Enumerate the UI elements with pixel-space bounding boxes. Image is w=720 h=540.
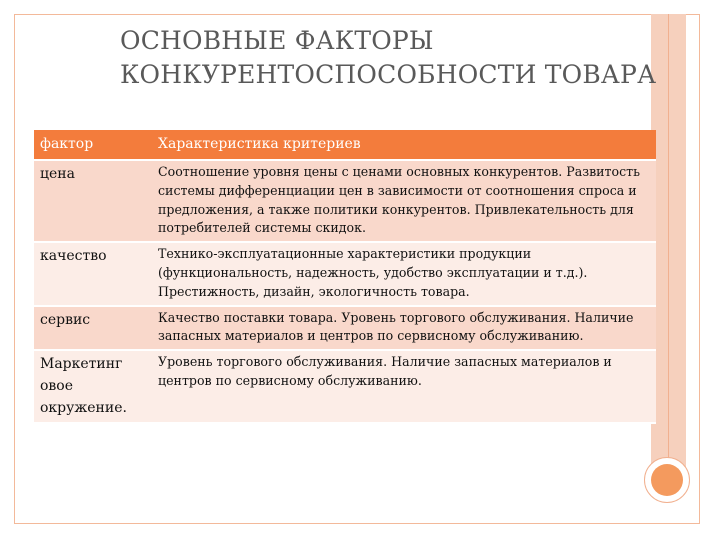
title-line-1: ОСНОВНЫЕ ФАКТОРЫ bbox=[120, 26, 434, 55]
factors-table bbox=[34, 130, 656, 424]
factor-cell: Маркетинг овое окружение. bbox=[34, 350, 152, 423]
table-row bbox=[34, 242, 656, 305]
factor-cell: цена bbox=[34, 160, 152, 242]
factor-cell: сервис bbox=[34, 306, 152, 351]
factor-cell: качество bbox=[34, 242, 152, 305]
description-cell: Уровень торгового обслуживания. Наличие запасных материалов и центров по сервисному обслуживанию. bbox=[152, 350, 656, 423]
title-line-2: КОНКУРЕНТОСПОСОБНОСТИ ТОВАРА bbox=[120, 60, 657, 89]
decorative-dot bbox=[651, 464, 683, 496]
description-cell: Качество поставки товара. Уровень торгового обслуживания. Наличие запасных материалов и центров по сервисному обслуживанию. bbox=[152, 306, 656, 351]
header-criteria: Характеристика критериев bbox=[152, 130, 656, 160]
page-title bbox=[120, 24, 660, 92]
description-cell: Технико-эксплуатационные характеристики продукции (функциональность, надежность, удобство эксплуатации и т.д.). Престижность, дизайн, экологичность товара. bbox=[152, 242, 656, 305]
table-row bbox=[34, 350, 656, 423]
table-header-row bbox=[34, 130, 656, 160]
table-row bbox=[34, 160, 656, 242]
decorative-side-line bbox=[668, 14, 669, 484]
header-factor: фактор bbox=[34, 130, 152, 160]
table-row bbox=[34, 306, 656, 351]
description-cell: Соотношение уровня цены с ценами основных конкурентов. Развитость системы дифференциации цен в зависимости от соотношения спроса и предложения, а также политики конкурентов. Привлекательность для потребителей системы скидок. bbox=[152, 160, 656, 242]
